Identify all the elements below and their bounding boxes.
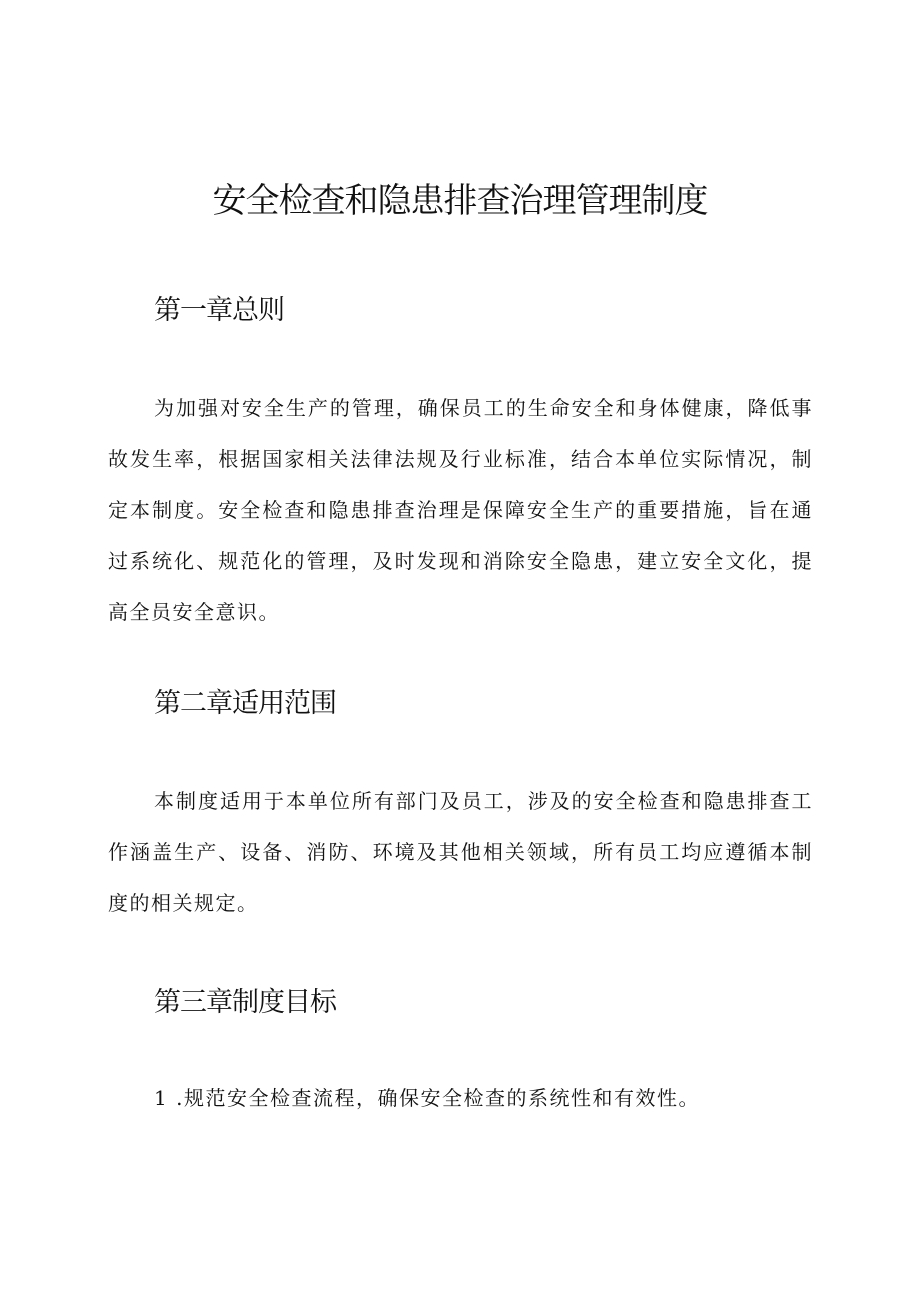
document-title: 安全检查和隐患排查治理管理制度: [212, 181, 708, 221]
chapter-2-paragraph: 本制度适用于本单位所有部门及员工，涉及的安全检查和隐患排查工作涵盖生产、设备、消防、环境及其他相关领域，所有员工均应遵循本制度的相关规定。: [108, 789, 813, 915]
chapter-2-heading: 第二章适用范围: [154, 688, 336, 719]
chapter-3-list-item-1: 1 .规范安全检查流程，确保安全检查的系统性和有效性。: [154, 1086, 700, 1110]
chapter-1-paragraph: 为加强对安全生产的管理，确保员工的生命安全和身体健康，降低事故发生率，根据国家相关法律法规及行业标准，结合本单位实际情况，制定本制度。安全检查和隐患排查治理是保障安全生产的重要措施，旨在通过系统化、规范化的管理，及时发现和消除安全隐患，建立安全文化，提高全员安全意识。: [108, 396, 813, 624]
chapter-3-heading: 第三章制度目标: [154, 987, 336, 1018]
chapter-1-heading: 第一章总则: [154, 295, 284, 326]
